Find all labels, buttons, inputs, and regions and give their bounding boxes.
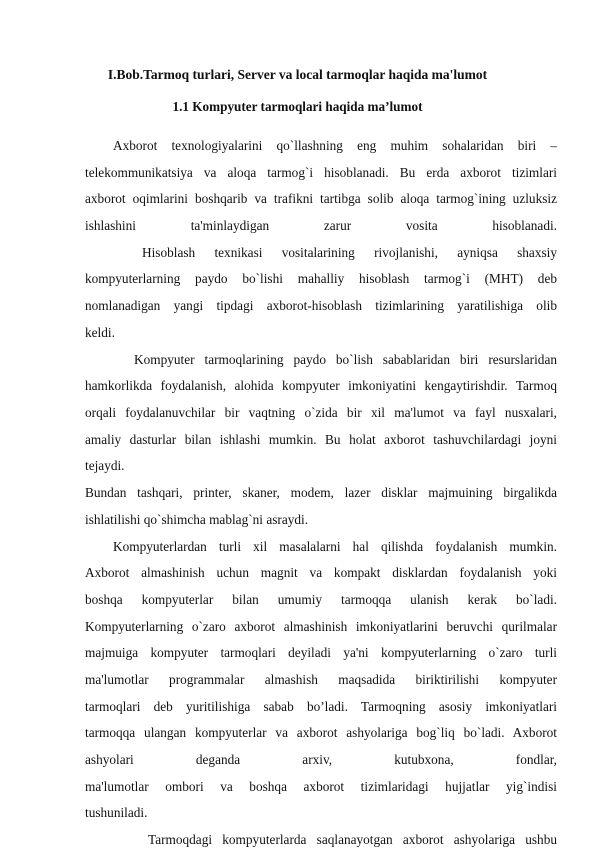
paragraph-line: orqali foydalanuvchilar bir vaqtning o`zida bir xil ma'lumot va fayl nusxalari, xyxy=(85,405,557,420)
paragraph-line: ma'lumotlar ombori va boshqa axborot tizimlaridagi hujjatlar yig`indisi xyxy=(85,779,557,794)
paragraph-line: Axborot almashinish uchun magnit va kompakt disklardan foydalanish yoki xyxy=(85,565,557,580)
paragraph-line: ashyolari deganda arxiv, kutubxona, fondlar, xyxy=(85,752,557,767)
paragraph-line: Kompyuterlardan turli xil masalalarni hal qilishda foydalanish mumkin. xyxy=(113,539,557,554)
section-title: 1.1 Kompyuter tarmoqlari haqida ma’lumot xyxy=(172,99,423,114)
paragraph-line: tushuniladi. xyxy=(85,805,148,820)
paragraph-line: amaliy dasturlar bilan ishlashi mumkin. Bu holat axborot tashuvchilardagi joyni xyxy=(85,432,557,447)
paragraph-line: nomlanadigan yangi tipdagi axborot-hisoblash tizimlarining yaratilishiga olib xyxy=(85,298,557,313)
paragraph-line: kompyuterlarning paydo bo`lishi mahalliy hisoblash tarmog`i (MHT) deb xyxy=(85,271,557,286)
paragraph-line: keldi. xyxy=(85,325,115,340)
paragraph-line: tejaydi. xyxy=(85,458,125,473)
paragraph-line: axborot oqimlarini boshqarib va trafikni tartibga solib aloqa tarmog`ining uzluksiz xyxy=(85,191,557,206)
chapter-title: I.Bob.Tarmoq turlari, Server va local tarmoqlar haqida ma'lumot xyxy=(107,67,488,82)
paragraph-line: hamkorlikda foydalanish, alohida kompyuter imkoniyatini kengaytirishdir. Tarmoq xyxy=(85,378,557,393)
paragraph-line: ishlatilishi qo`shimcha mablag`ni asraydi. xyxy=(85,512,309,527)
paragraph-line: telekommunikatsiya va aloqa tarmog`i hisoblanadi. Bu erda axborot tizimlari xyxy=(85,165,557,180)
paragraph-line: Kompyuter tarmoqlarining paydo bo`lish sabablaridan biri resurslaridan xyxy=(134,352,557,367)
paragraph-line: boshqa kompyuterlar bilan umumiy tarmoqqa ulanish kerak bo`ladi. xyxy=(85,592,557,607)
paragraph-line: Bundan tashqari, printer, skaner, modem, lazer disklar majmuining birgalikda xyxy=(85,485,557,500)
paragraph-line: tarmoqqa ulangan kompyuterlar va axborot ashyolariga bog`liq bo`ladi. Axborot xyxy=(85,725,557,740)
paragraph-line: ishlashini ta'minlaydigan zarur vosita hisoblanadi. xyxy=(85,218,557,233)
paragraph-line: Hisoblash texnikasi vositalarining rivojlanishi, ayniqsa shaxsiy xyxy=(142,245,557,260)
paragraph-line: tarmoqlari deb yuritilishiga sabab bo’ladi. Tarmoqning asosiy imkoniyatlari xyxy=(85,699,557,714)
paragraph-line: ma'lumotlar programmalar almashish maqsadida biriktirilishi kompyuter xyxy=(85,672,557,687)
paragraph-line: Tarmoqdagi kompyuterlarda saqlanayotgan axborot ashyolariga ushbu xyxy=(148,832,557,847)
paragraph-line: Kompyuterlarning o`zaro axborot almashinish imkoniyatlarini beruvchi qurilmalar xyxy=(85,619,557,634)
paragraph-line: Axborot texnologiyalarini qo`llashning eng muhim sohalaridan biri – xyxy=(113,138,557,153)
paragraph-line: majmuiga kompyuter tarmoqlari deyiladi ya'ni kompyuterlarning o`zaro turli xyxy=(85,645,557,660)
